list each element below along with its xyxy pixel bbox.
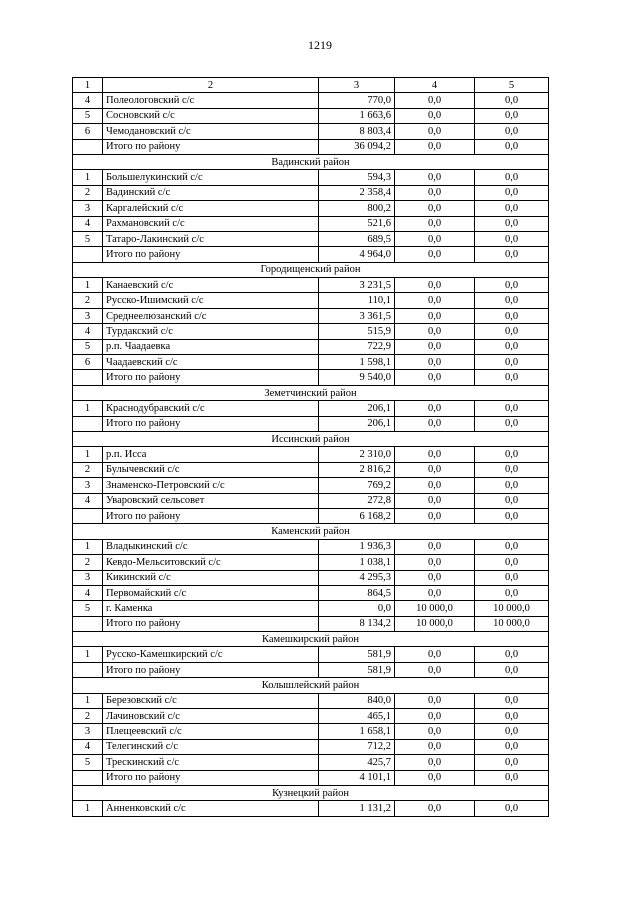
column-4-value: 0,0 bbox=[395, 231, 475, 246]
table-row bbox=[73, 278, 549, 293]
row-number: 4 bbox=[73, 216, 103, 231]
row-number bbox=[73, 416, 103, 431]
column-5-value: 0,0 bbox=[475, 770, 549, 785]
column-5-value: 0,0 bbox=[475, 401, 549, 416]
row-number: 1 bbox=[73, 170, 103, 185]
column-4-value: 0,0 bbox=[395, 355, 475, 370]
district-heading-row bbox=[73, 262, 549, 277]
column-5-value: 0,0 bbox=[475, 801, 549, 816]
column-5-value: 0,0 bbox=[475, 416, 549, 431]
settlement-name: Итого по району bbox=[103, 370, 319, 385]
column-5-value: 10 000,0 bbox=[475, 601, 549, 616]
settlement-name: р.п. Чаадаевка bbox=[103, 339, 319, 354]
settlement-name: Итого по району bbox=[103, 247, 319, 262]
column-4-value: 0,0 bbox=[395, 755, 475, 770]
table-row bbox=[73, 108, 549, 123]
column-4-value: 0,0 bbox=[395, 801, 475, 816]
column-5-value: 0,0 bbox=[475, 231, 549, 246]
column-5-value: 0,0 bbox=[475, 370, 549, 385]
settlement-name: Итого по району bbox=[103, 416, 319, 431]
column-5-value: 0,0 bbox=[475, 585, 549, 600]
settlement-name: Итого по району bbox=[103, 770, 319, 785]
column-4-value: 0,0 bbox=[395, 770, 475, 785]
column-4-value: 0,0 bbox=[395, 709, 475, 724]
column-4-value: 0,0 bbox=[395, 108, 475, 123]
column-3-value: 206,1 bbox=[319, 416, 395, 431]
column-3-value: 0,0 bbox=[319, 601, 395, 616]
column-4-value: 0,0 bbox=[395, 508, 475, 523]
column-5-value: 0,0 bbox=[475, 662, 549, 677]
column-3-value: 864,5 bbox=[319, 585, 395, 600]
district-total-row bbox=[73, 662, 549, 677]
settlement-name: Кевдо-Мельситовский с/с bbox=[103, 555, 319, 570]
settlement-name: Итого по району bbox=[103, 662, 319, 677]
table-row bbox=[73, 308, 549, 323]
column-4-value: 0,0 bbox=[395, 324, 475, 339]
column-5-value: 0,0 bbox=[475, 201, 549, 216]
column-4-value: 0,0 bbox=[395, 139, 475, 154]
column-3-value: 722,9 bbox=[319, 339, 395, 354]
column-5-value: 0,0 bbox=[475, 724, 549, 739]
column-3-value: 1 598,1 bbox=[319, 355, 395, 370]
column-header: 2 bbox=[103, 78, 319, 93]
settlement-name: Итого по району bbox=[103, 139, 319, 154]
column-4-value: 0,0 bbox=[395, 278, 475, 293]
row-number: 2 bbox=[73, 555, 103, 570]
table-row bbox=[73, 324, 549, 339]
settlement-name: Березовский с/с bbox=[103, 693, 319, 708]
column-4-value: 0,0 bbox=[395, 308, 475, 323]
column-3-value: 800,2 bbox=[319, 201, 395, 216]
column-3-value: 6 168,2 bbox=[319, 508, 395, 523]
table-row bbox=[73, 585, 549, 600]
column-3-value: 769,2 bbox=[319, 478, 395, 493]
table-row bbox=[73, 339, 549, 354]
column-3-value: 4 295,3 bbox=[319, 570, 395, 585]
column-5-value: 0,0 bbox=[475, 739, 549, 754]
row-number: 3 bbox=[73, 724, 103, 739]
column-3-value: 581,9 bbox=[319, 647, 395, 662]
column-header: 4 bbox=[395, 78, 475, 93]
column-4-value: 0,0 bbox=[395, 647, 475, 662]
row-number: 5 bbox=[73, 339, 103, 354]
row-number bbox=[73, 662, 103, 677]
column-3-value: 3 231,5 bbox=[319, 278, 395, 293]
table-row bbox=[73, 216, 549, 231]
column-5-value: 0,0 bbox=[475, 508, 549, 523]
row-number: 6 bbox=[73, 124, 103, 139]
table-row bbox=[73, 739, 549, 754]
district-heading-row bbox=[73, 431, 549, 446]
column-4-value: 0,0 bbox=[395, 555, 475, 570]
column-5-value: 0,0 bbox=[475, 478, 549, 493]
settlement-name: Плещеевский с/с bbox=[103, 724, 319, 739]
column-5-value: 0,0 bbox=[475, 108, 549, 123]
column-4-value: 0,0 bbox=[395, 216, 475, 231]
row-number: 4 bbox=[73, 739, 103, 754]
column-3-value: 770,0 bbox=[319, 93, 395, 108]
column-4-value: 0,0 bbox=[395, 693, 475, 708]
table-row bbox=[73, 801, 549, 816]
column-3-value: 1 038,1 bbox=[319, 555, 395, 570]
district-heading-row bbox=[73, 785, 549, 800]
row-number bbox=[73, 247, 103, 262]
settlement-name: Первомайский с/с bbox=[103, 585, 319, 600]
settlement-name: Лачиновский с/с bbox=[103, 709, 319, 724]
row-number bbox=[73, 770, 103, 785]
table-row bbox=[73, 601, 549, 616]
column-5-value: 0,0 bbox=[475, 447, 549, 462]
settlement-name: Русско-Камешкирский с/с bbox=[103, 647, 319, 662]
district-name: Городищенский район bbox=[73, 262, 549, 277]
column-5-value: 0,0 bbox=[475, 124, 549, 139]
row-number bbox=[73, 370, 103, 385]
column-4-value: 0,0 bbox=[395, 370, 475, 385]
column-3-value: 425,7 bbox=[319, 755, 395, 770]
row-number bbox=[73, 616, 103, 631]
column-5-value: 0,0 bbox=[475, 493, 549, 508]
table-header-row bbox=[73, 78, 549, 93]
settlement-name: Вадинский с/с bbox=[103, 185, 319, 200]
row-number: 5 bbox=[73, 755, 103, 770]
table-row bbox=[73, 93, 549, 108]
column-3-value: 9 540,0 bbox=[319, 370, 395, 385]
column-4-value: 0,0 bbox=[395, 185, 475, 200]
column-5-value: 0,0 bbox=[475, 555, 549, 570]
column-3-value: 1 131,2 bbox=[319, 801, 395, 816]
settlement-name: Итого по району bbox=[103, 616, 319, 631]
column-header: 3 bbox=[319, 78, 395, 93]
column-3-value: 515,9 bbox=[319, 324, 395, 339]
column-5-value: 0,0 bbox=[475, 293, 549, 308]
row-number: 1 bbox=[73, 647, 103, 662]
row-number: 3 bbox=[73, 570, 103, 585]
column-4-value: 0,0 bbox=[395, 662, 475, 677]
district-heading-row bbox=[73, 678, 549, 693]
table-row bbox=[73, 401, 549, 416]
column-5-value: 0,0 bbox=[475, 93, 549, 108]
row-number: 5 bbox=[73, 231, 103, 246]
table-row bbox=[73, 462, 549, 477]
column-5-value: 0,0 bbox=[475, 308, 549, 323]
table-row bbox=[73, 693, 549, 708]
column-3-value: 2 358,4 bbox=[319, 185, 395, 200]
column-4-value: 0,0 bbox=[395, 401, 475, 416]
column-4-value: 0,0 bbox=[395, 570, 475, 585]
row-number: 1 bbox=[73, 693, 103, 708]
table-row bbox=[73, 724, 549, 739]
column-4-value: 0,0 bbox=[395, 724, 475, 739]
table-body bbox=[73, 78, 549, 817]
settlement-name: Каргалейский с/с bbox=[103, 201, 319, 216]
district-heading-row bbox=[73, 632, 549, 647]
column-4-value: 0,0 bbox=[395, 739, 475, 754]
column-3-value: 521,6 bbox=[319, 216, 395, 231]
settlement-name: Канаевский с/с bbox=[103, 278, 319, 293]
table-row bbox=[73, 355, 549, 370]
row-number: 2 bbox=[73, 185, 103, 200]
column-5-value: 0,0 bbox=[475, 755, 549, 770]
column-5-value: 0,0 bbox=[475, 647, 549, 662]
column-3-value: 8 134,2 bbox=[319, 616, 395, 631]
column-5-value: 0,0 bbox=[475, 709, 549, 724]
column-3-value: 3 361,5 bbox=[319, 308, 395, 323]
district-name: Иссинский район bbox=[73, 431, 549, 446]
table-row bbox=[73, 539, 549, 554]
column-header: 1 bbox=[73, 78, 103, 93]
column-5-value: 0,0 bbox=[475, 139, 549, 154]
row-number bbox=[73, 139, 103, 154]
district-name: Вадинский район bbox=[73, 154, 549, 169]
column-3-value: 465,1 bbox=[319, 709, 395, 724]
district-name: Каменский район bbox=[73, 524, 549, 539]
row-number: 4 bbox=[73, 585, 103, 600]
settlement-name: Знаменско-Петровский с/с bbox=[103, 478, 319, 493]
row-number: 2 bbox=[73, 462, 103, 477]
column-4-value: 10 000,0 bbox=[395, 601, 475, 616]
column-4-value: 0,0 bbox=[395, 124, 475, 139]
column-5-value: 0,0 bbox=[475, 570, 549, 585]
row-number: 1 bbox=[73, 447, 103, 462]
district-heading-row bbox=[73, 154, 549, 169]
district-total-row bbox=[73, 616, 549, 631]
column-3-value: 581,9 bbox=[319, 662, 395, 677]
table-row bbox=[73, 124, 549, 139]
settlement-name: Уваровский сельсовет bbox=[103, 493, 319, 508]
district-name: Кузнецкий район bbox=[73, 785, 549, 800]
column-3-value: 8 803,4 bbox=[319, 124, 395, 139]
settlement-name: Русско-Ишимский с/с bbox=[103, 293, 319, 308]
district-total-row bbox=[73, 370, 549, 385]
table-row bbox=[73, 493, 549, 508]
column-3-value: 2 310,0 bbox=[319, 447, 395, 462]
column-5-value: 0,0 bbox=[475, 278, 549, 293]
column-4-value: 0,0 bbox=[395, 585, 475, 600]
column-5-value: 10 000,0 bbox=[475, 616, 549, 631]
row-number: 1 bbox=[73, 539, 103, 554]
column-3-value: 110,1 bbox=[319, 293, 395, 308]
column-4-value: 0,0 bbox=[395, 293, 475, 308]
row-number: 5 bbox=[73, 601, 103, 616]
settlement-name: Большелукинский с/с bbox=[103, 170, 319, 185]
row-number: 4 bbox=[73, 493, 103, 508]
settlement-name: Рахмановский с/с bbox=[103, 216, 319, 231]
column-4-value: 0,0 bbox=[395, 416, 475, 431]
column-3-value: 712,2 bbox=[319, 739, 395, 754]
settlement-name: Среднеелюзанский с/с bbox=[103, 308, 319, 323]
table-row bbox=[73, 293, 549, 308]
column-5-value: 0,0 bbox=[475, 170, 549, 185]
table-row bbox=[73, 201, 549, 216]
column-4-value: 0,0 bbox=[395, 247, 475, 262]
column-5-value: 0,0 bbox=[475, 539, 549, 554]
column-5-value: 0,0 bbox=[475, 355, 549, 370]
settlement-name: Владыкинский с/с bbox=[103, 539, 319, 554]
column-4-value: 0,0 bbox=[395, 539, 475, 554]
settlement-name: Булычевский с/с bbox=[103, 462, 319, 477]
district-name: Земетчинский район bbox=[73, 385, 549, 400]
table-row bbox=[73, 555, 549, 570]
column-4-value: 0,0 bbox=[395, 462, 475, 477]
column-4-value: 10 000,0 bbox=[395, 616, 475, 631]
column-3-value: 840,0 bbox=[319, 693, 395, 708]
column-5-value: 0,0 bbox=[475, 462, 549, 477]
table-row bbox=[73, 570, 549, 585]
column-5-value: 0,0 bbox=[475, 324, 549, 339]
row-number: 5 bbox=[73, 108, 103, 123]
district-total-row bbox=[73, 416, 549, 431]
budget-table bbox=[72, 77, 549, 817]
column-header: 5 bbox=[475, 78, 549, 93]
row-number: 3 bbox=[73, 478, 103, 493]
column-4-value: 0,0 bbox=[395, 493, 475, 508]
district-name: Камешкирский район bbox=[73, 632, 549, 647]
table-row bbox=[73, 185, 549, 200]
settlement-name: Чемодановский с/с bbox=[103, 124, 319, 139]
district-total-row bbox=[73, 139, 549, 154]
column-5-value: 0,0 bbox=[475, 185, 549, 200]
row-number: 1 bbox=[73, 801, 103, 816]
district-total-row bbox=[73, 770, 549, 785]
column-3-value: 1 663,6 bbox=[319, 108, 395, 123]
row-number bbox=[73, 508, 103, 523]
column-3-value: 36 094,2 bbox=[319, 139, 395, 154]
column-3-value: 1 658,1 bbox=[319, 724, 395, 739]
row-number: 4 bbox=[73, 324, 103, 339]
district-heading-row bbox=[73, 524, 549, 539]
column-4-value: 0,0 bbox=[395, 170, 475, 185]
column-4-value: 0,0 bbox=[395, 201, 475, 216]
page-number: 1219 bbox=[308, 38, 332, 52]
settlement-name: Анненковский с/с bbox=[103, 801, 319, 816]
table-row bbox=[73, 647, 549, 662]
settlement-name: Полеологовский с/с bbox=[103, 93, 319, 108]
table-row bbox=[73, 755, 549, 770]
column-5-value: 0,0 bbox=[475, 339, 549, 354]
settlement-name: Трескинский с/с bbox=[103, 755, 319, 770]
column-3-value: 689,5 bbox=[319, 231, 395, 246]
settlement-name: Телегинский с/с bbox=[103, 739, 319, 754]
table-row bbox=[73, 170, 549, 185]
column-4-value: 0,0 bbox=[395, 447, 475, 462]
row-number: 2 bbox=[73, 709, 103, 724]
district-name: Колышлейский район bbox=[73, 678, 549, 693]
column-5-value: 0,0 bbox=[475, 216, 549, 231]
settlement-name: Турдакский с/с bbox=[103, 324, 319, 339]
column-3-value: 594,3 bbox=[319, 170, 395, 185]
column-3-value: 2 816,2 bbox=[319, 462, 395, 477]
district-total-row bbox=[73, 247, 549, 262]
settlement-name: Краснодубравский с/с bbox=[103, 401, 319, 416]
column-5-value: 0,0 bbox=[475, 693, 549, 708]
row-number: 4 bbox=[73, 93, 103, 108]
table-row bbox=[73, 447, 549, 462]
settlement-name: Сосновский с/с bbox=[103, 108, 319, 123]
settlement-name: Татаро-Лакинский с/с bbox=[103, 231, 319, 246]
row-number: 3 bbox=[73, 201, 103, 216]
column-4-value: 0,0 bbox=[395, 339, 475, 354]
table-row bbox=[73, 478, 549, 493]
row-number: 6 bbox=[73, 355, 103, 370]
settlement-name: Чаадаевский с/с bbox=[103, 355, 319, 370]
column-3-value: 1 936,3 bbox=[319, 539, 395, 554]
settlement-name: г. Каменка bbox=[103, 601, 319, 616]
row-number: 3 bbox=[73, 308, 103, 323]
table-row bbox=[73, 231, 549, 246]
row-number: 1 bbox=[73, 278, 103, 293]
column-4-value: 0,0 bbox=[395, 93, 475, 108]
row-number: 1 bbox=[73, 401, 103, 416]
column-5-value: 0,0 bbox=[475, 247, 549, 262]
column-3-value: 206,1 bbox=[319, 401, 395, 416]
settlement-name: Кикинский с/с bbox=[103, 570, 319, 585]
column-3-value: 4 101,1 bbox=[319, 770, 395, 785]
table-row bbox=[73, 709, 549, 724]
row-number: 2 bbox=[73, 293, 103, 308]
settlement-name: Итого по району bbox=[103, 508, 319, 523]
column-4-value: 0,0 bbox=[395, 478, 475, 493]
settlement-name: р.п. Исса bbox=[103, 447, 319, 462]
district-total-row bbox=[73, 508, 549, 523]
column-3-value: 4 964,0 bbox=[319, 247, 395, 262]
column-3-value: 272,8 bbox=[319, 493, 395, 508]
district-heading-row bbox=[73, 385, 549, 400]
